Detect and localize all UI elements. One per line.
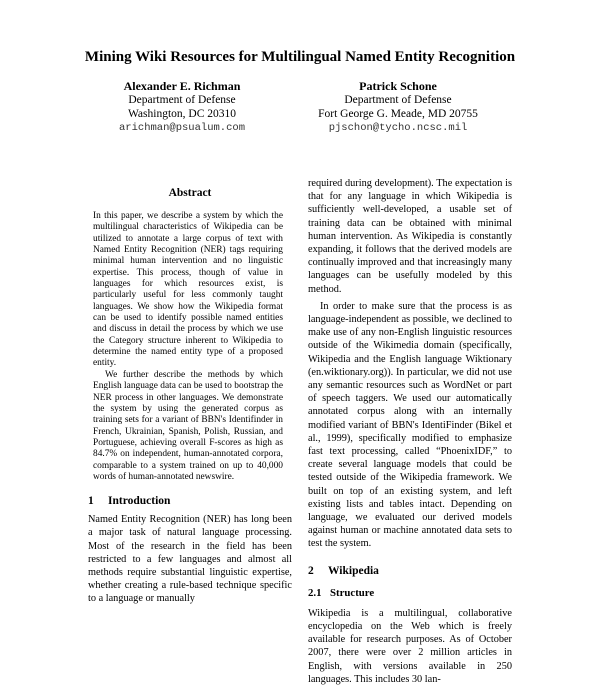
author-name: Alexander E. Richman bbox=[123, 79, 241, 93]
author-affiliation: Department of Defense bbox=[344, 94, 452, 106]
author-address: Washington, DC 20310 bbox=[127, 108, 236, 120]
section-heading-introduction bbox=[88, 495, 292, 507]
author-block-1 bbox=[72, 79, 292, 135]
subsection-number: 2.1 bbox=[308, 586, 322, 599]
body-paragraph: In order to make sure that the process is as language-independent as possible, we declined to make use of any non-English linguistic resources outside of the Wikimedia domain (specifically, Wikipedia and the English language Wiktionary (en.wiktionary.org)). In particular, we did not use any semantic resources such as WordNet or part of speech taggers. We used our automatically annotated corpus along with an internally modified variant of BBN's IdentiFinder (Bikel et al., 1999), specifically modified to emphasize fast text processing, called “PhoenixIDF,” to create several language models that could be tested outside of the Wikipedia framework. We built on top of an existing system, and left existing lists and tables intact. Depending on language, we evaluated our derived models against human or machine annotated data sets to test the system. bbox=[308, 300, 512, 550]
introduction-body bbox=[88, 513, 292, 605]
structure-body bbox=[308, 607, 512, 686]
section-title: Wikipedia bbox=[328, 564, 379, 577]
author-name: Patrick Schone bbox=[359, 79, 437, 93]
section-number: 1 bbox=[88, 495, 94, 508]
section-heading-wikipedia bbox=[308, 565, 512, 577]
subsection-title: Structure bbox=[330, 586, 375, 599]
body-paragraph: Named Entity Recognition (NER) has long been a major task of natural language processing. Most of the research in the field has been restricted to a few languages and almost all methods require substantial linguistic expertise, whether creating a rule-based technique specific to a language or manually bbox=[88, 514, 292, 605]
paper-title: Mining Wiki Resources for Multilingual Named Entity Recognition bbox=[84, 49, 516, 65]
author-affiliation: Department of Defense bbox=[128, 94, 236, 106]
author-email: pjschon@tycho.ncsc.mil bbox=[328, 122, 468, 134]
author-block-2 bbox=[288, 79, 508, 135]
right-column bbox=[308, 177, 512, 686]
section-title: Introduction bbox=[108, 495, 171, 508]
body-paragraph: Wikipedia is a multilingual, collaborative encyclopedia on the Web which is freely available for research purposes. As of October 2007, there were over 2 million articles in English, with versions available in 250 languages. This includes 30 lan- bbox=[308, 607, 512, 685]
abstract-paragraph: In this paper, we describe a system by which the multilingual characteristics of Wikipedia can be utilized to annotate a large corpus of text with Named Entity Recognition (NER) tags requiring minimal human intervention and no linguistic expertise. This process, though of value in languages for which resources exist, is particularly useful for less commonly taught languages. We show how the Wikipedia format can be used to identify possible named entities and discuss in detail the process by which we use the Category structure inherent to Wikipedia to determine the named entity type of a proposed entity. bbox=[93, 211, 283, 369]
left-column bbox=[88, 187, 292, 606]
author-email: arichman@psualum.com bbox=[118, 122, 246, 134]
section-number: 2 bbox=[308, 564, 314, 577]
abstract-body bbox=[93, 211, 283, 483]
subsection-heading-structure bbox=[308, 587, 512, 599]
right-column-body bbox=[308, 177, 512, 551]
body-paragraph: required during development). The expectation is that for any language in which Wikipedia is sufficiently well-developed, a usable set of training data can be obtained with minimal human intervention. As Wikipedia is constantly expanding, it follows that the derived models are continually improved and that increasingly many languages can be usefully modeled by this method. bbox=[308, 178, 512, 295]
author-address: Fort George G. Meade, MD 20755 bbox=[318, 108, 478, 120]
abstract-paragraph: We further describe the methods by which English language data can be used to bootstrap the NER process in other languages. We demonstrate the system by using the generated corpus as training sets for a variant of BBN's Identifinder in French, Ukrainian, Spanish, Polish, Russian, and Portuguese, achieving overall F-scores as high as 84.7% on independent, human-annotated corpora, comparable to a system trained on up to 40,000 words of human-annotated newswire. bbox=[93, 369, 283, 482]
abstract-heading: Abstract bbox=[168, 187, 212, 199]
